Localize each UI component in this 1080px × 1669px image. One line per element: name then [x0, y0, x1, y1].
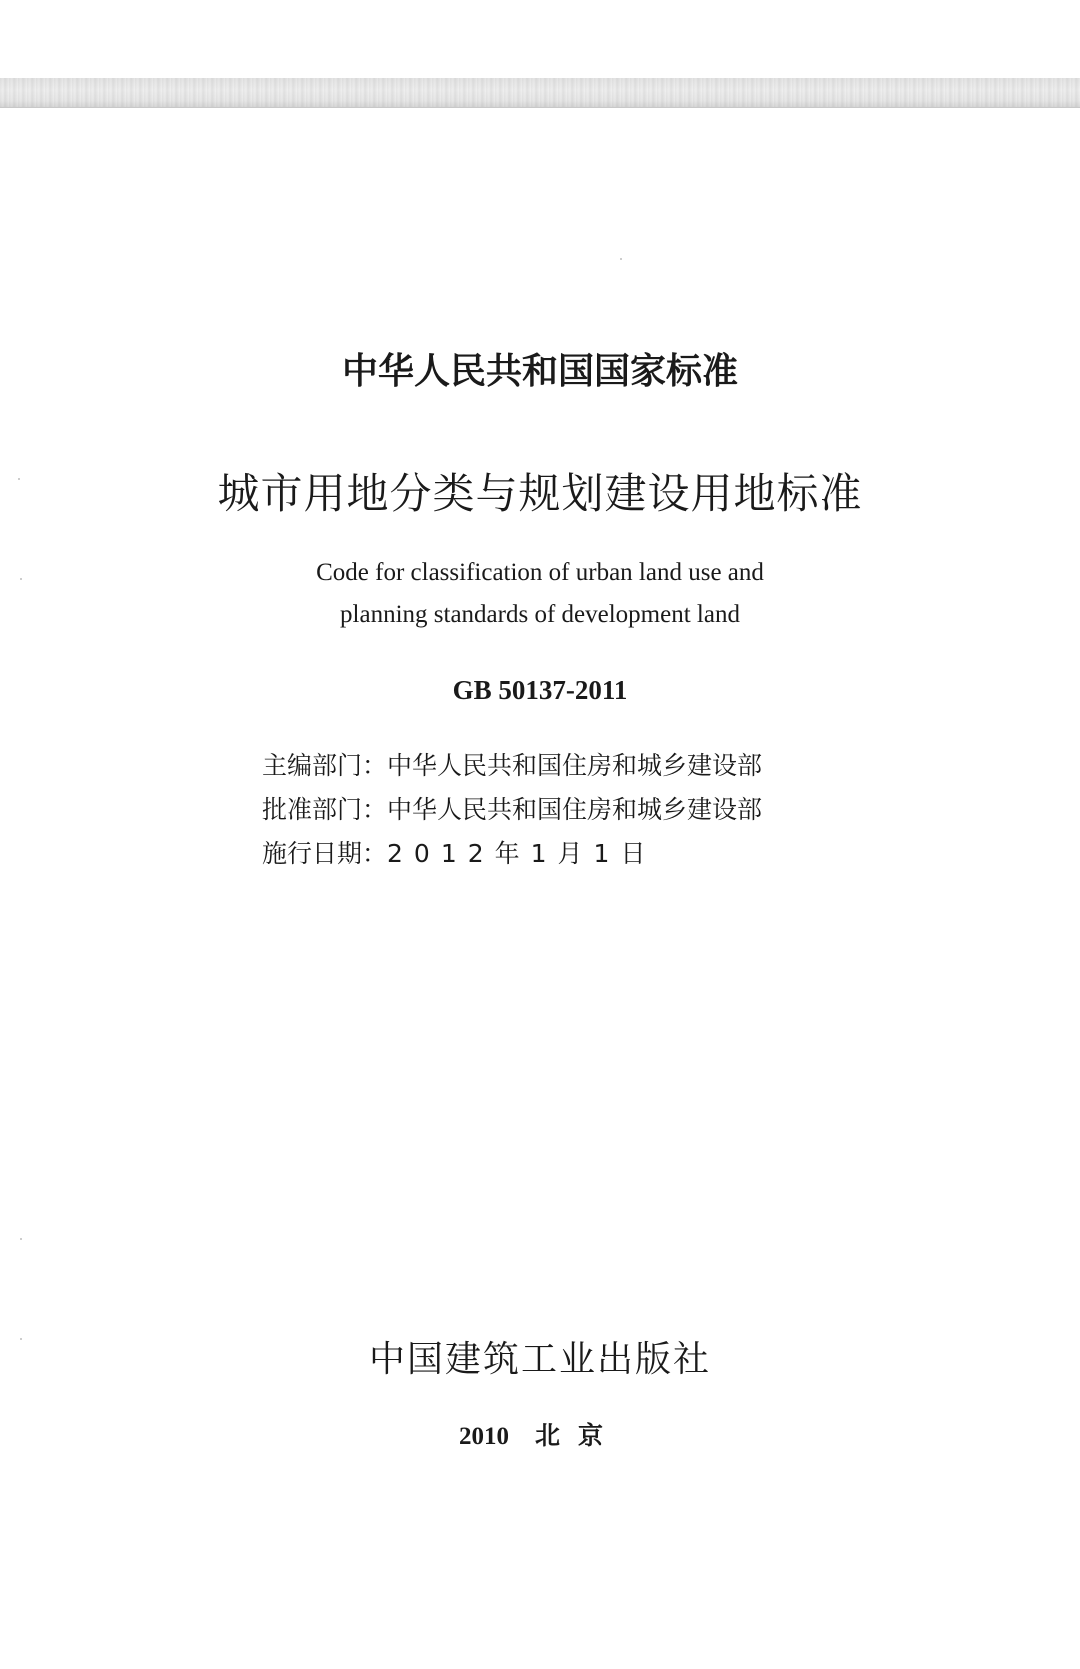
effective-date-row [262, 832, 902, 876]
scan-speck [20, 1238, 22, 1240]
effective-date-value: 2012年1月1日 [387, 839, 657, 868]
publication-info [0, 1418, 1080, 1455]
editor-value: 中华人民共和国住房和城乡建设部 [387, 751, 763, 780]
publisher-name: 中国建筑工业出版社 [368, 1339, 711, 1380]
english-title-line-1: Code for classification of urban land use and [316, 559, 764, 586]
document-title-english [0, 552, 1080, 636]
standard-type-heading: 中华人民共和国国家标准 [341, 351, 738, 392]
editor-label: 主编部门： [262, 751, 388, 780]
scan-edge-strip [0, 78, 1080, 108]
scan-speck [620, 258, 622, 260]
english-title-line-2: planning standards of development land [340, 601, 740, 628]
standard-code: GB 50137-2011 [452, 675, 628, 705]
editor-row [262, 744, 902, 788]
approver-value: 中华人民共和国住房和城乡建设部 [387, 795, 763, 824]
approver-label: 批准部门： [262, 795, 388, 824]
publication-city: 北京 [534, 1421, 621, 1450]
approver-row [262, 788, 902, 832]
document-title-chinese: 城市用地分类与规划建设用地标准 [217, 469, 863, 518]
publication-year: 2010 [458, 1423, 509, 1450]
effective-date-label: 施行日期： [262, 839, 388, 868]
issuance-details [262, 744, 902, 876]
